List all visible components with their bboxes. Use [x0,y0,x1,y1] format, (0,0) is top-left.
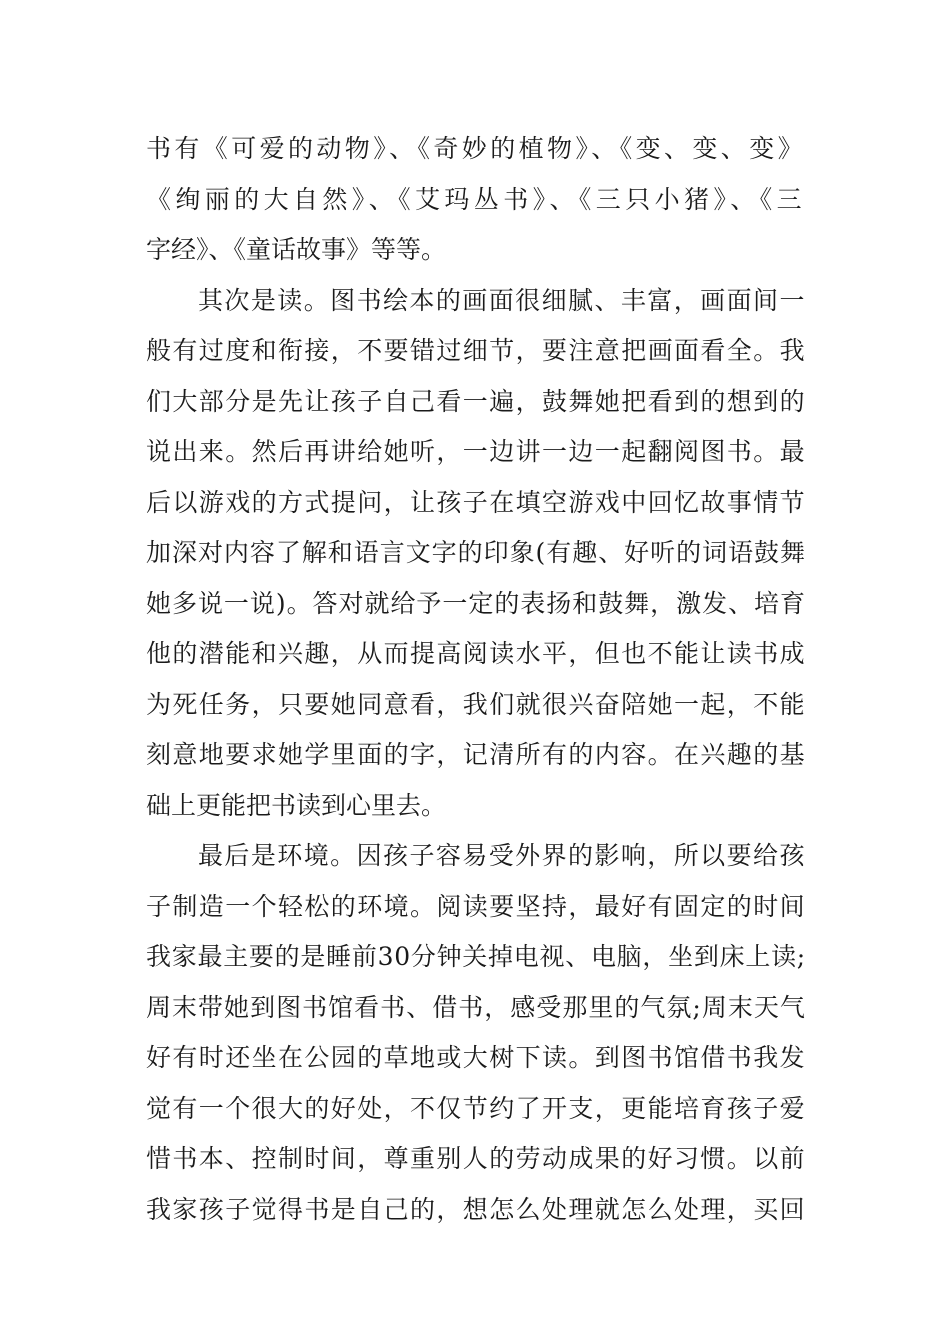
document-body [146,124,806,1235]
text-line: 惜书本、控制时间，尊重别人的劳动成果的好习惯。以前 [146,1144,807,1173]
text-line: 其次是读。图书绘本的画面很细腻、丰富，画面间一 [198,285,806,315]
text-line: 好有时还坐在公园的草地或大树下读。到图书馆借书我发 [146,1043,807,1072]
text-line: 础上更能把书读到心里去。 [146,790,447,820]
text-line: 为死任务，只要她同意看，我们就很兴奋陪她一起，不能 [146,689,807,719]
text-line: 我家孩子觉得书是自己的，想怎么处理就怎么处理，买回 [146,1194,807,1224]
text-line: 般有过度和衔接，不要错过细节，要注意把画面看全。我 [146,336,807,365]
text-line: 字经》、《童话故事》等等。 [146,235,447,264]
text-line: 觉有一个很大的好处，不仅节约了开支，更能培育孩子爱 [146,1093,807,1123]
text-line: 刻意地要求她学里面的字，记清所有的内容。在兴趣的基 [146,740,807,769]
text-line: 加深对内容了解和语言文字的印象(有趣、好听的词语鼓舞 [146,538,806,567]
text-line: 他的潜能和兴趣，从而提高阅读水平，但也不能让读书成 [146,639,807,668]
text-line: 最后是环境。因孩子容易受外界的影响，所以要给孩 [198,841,806,870]
text-line: 她多说一说)。答对就给予一定的表扬和鼓舞，激发、培育 [146,588,806,618]
text-line: 说出来。然后再讲给她听，一边讲一边一起翻阅图书。最 [146,437,807,466]
text-line: 我家最主要的是睡前30分钟关掉电视、电脑，坐到床上读; [146,942,806,971]
text-line: 后以游戏的方式提问，让孩子在填空游戏中回忆故事情节 [146,487,807,517]
text-line: 周末带她到图书馆看书、借书，感受那里的气氛;周末天气 [146,992,806,1022]
text-line: 们大部分是先让孩子自己看一遍，鼓舞她把看到的想到的 [146,386,807,416]
text-line: 书有《可爱的动物》、《奇妙的植物》、《变、变、变》 [146,134,807,163]
text-line: 子制造一个轻松的环境。阅读要坚持，最好有固定的时间 [146,891,807,921]
text-line: 《绚丽的大自然》、《艾玛丛书》、《三只小猪》、《三 [146,184,807,214]
